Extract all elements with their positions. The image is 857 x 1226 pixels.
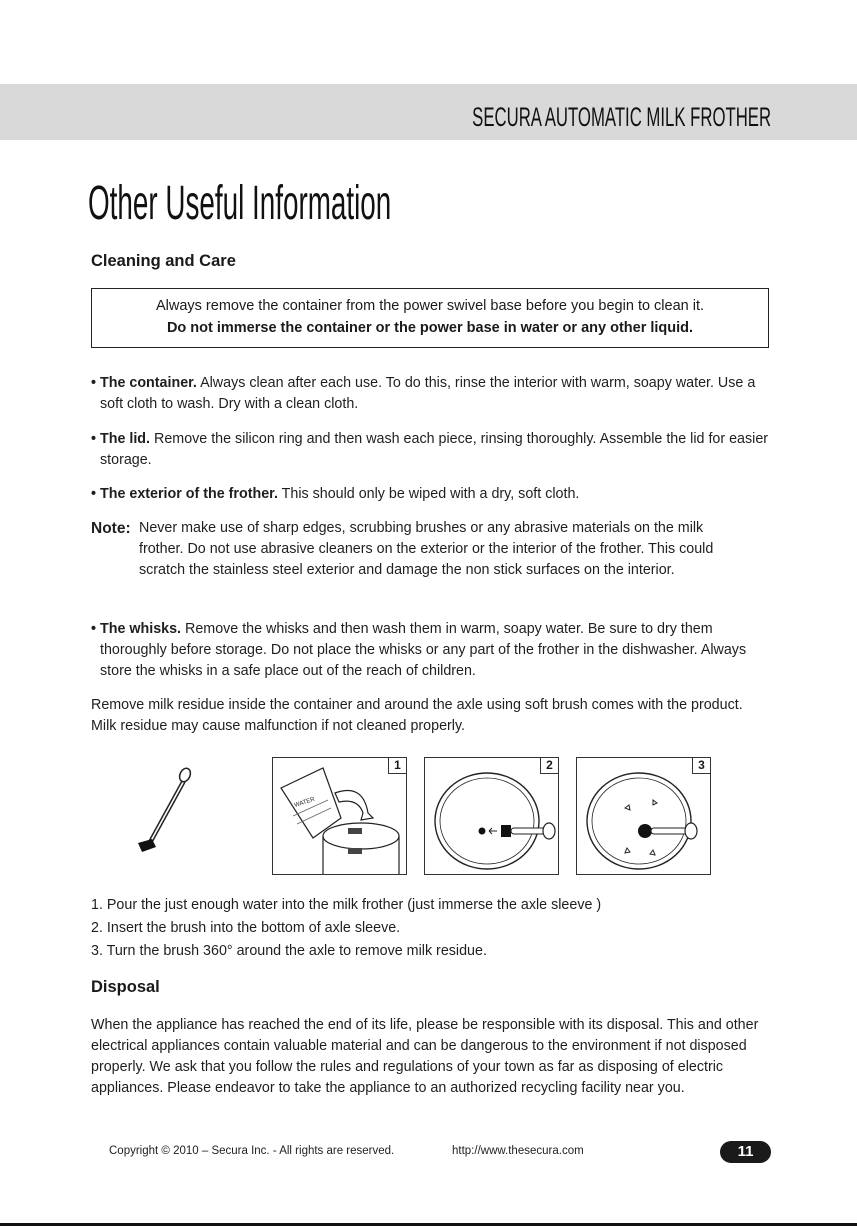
page-number-badge: 11: [720, 1141, 771, 1163]
step-item: 2. Insert the brush into the bottom of axle sleeve.: [91, 920, 401, 936]
whisks-care-item: [91, 619, 760, 682]
lid-care-item: [91, 429, 780, 471]
rotate-brush-illustration: [577, 758, 710, 874]
whisks-label: • The whisks.: [91, 621, 182, 637]
water-label: WATER: [293, 796, 316, 809]
pour-water-illustration: [273, 758, 406, 874]
exterior-text: This should only be wiped with a dry, soft cloth.: [277, 486, 580, 502]
footer-url-link[interactable]: http://www.thesecura.com: [452, 1145, 584, 1157]
figure-2-number: 2: [540, 758, 558, 774]
figure-3: [576, 757, 711, 875]
section-heading-disposal: Disposal: [91, 978, 160, 996]
warning-box: [91, 288, 769, 348]
note-text: Never make use of sharp edges, scrubbing brushes or any abrasive materials on the milk frother. Do not use abrasive cleaners on the exterior or the interior of the frother. This could scratch the stainless steel exterior and damage the non stick surfaces on the interior.: [139, 520, 714, 578]
figure-1-number: 1: [388, 758, 406, 774]
residue-paragraph: Remove milk residue inside the container and around the axle using soft brush comes with the product. Milk residue may cause malfunction if not cleaned properly.: [91, 697, 743, 734]
note-block: [91, 518, 771, 581]
container-text: Always clean after each use. To do this, rinse the interior with warm, soapy water. Use a soft cloth to wash. Dry with a clean cloth.: [100, 375, 756, 412]
warning-line-2: Do not immerse the container or the power base in water or any other liquid.: [166, 320, 694, 336]
exterior-care-item: [91, 484, 780, 505]
steps-list: [91, 894, 601, 963]
lid-label: • The lid.: [91, 431, 151, 447]
figure-2: [424, 757, 559, 875]
disposal-paragraph: When the appliance has reached the end of its life, please be responsible with its disposal. This and other electrical appliances contain valuable material and can be dangerous to the environment if not disposed properly. We ask that you follow the rules and regulations of your town as far as disposing of electric appliances. Please endeavor to take the appliance to an authorized recycling facility near you.: [91, 1017, 759, 1096]
figure-1: [272, 757, 407, 875]
page-title: Other Useful Information: [88, 177, 392, 230]
section-heading-cleaning: Cleaning and Care: [91, 252, 236, 270]
insert-brush-illustration: [425, 758, 558, 874]
brand-title: SECURA AUTOMATIC MILK FROTHER: [472, 102, 771, 132]
brush-illustration: [130, 765, 200, 855]
footer-copyright: Copyright © 2010 – Secura Inc. - All rights are reserved.: [109, 1145, 395, 1157]
figure-3-number: 3: [692, 758, 710, 774]
container-care-item: [91, 373, 760, 415]
whisks-text: Remove the whisks and then wash them in warm, soapy water. Be sure to dry them thoroughly before storage. Do not place the whisks or any part of the frother in the dishwasher. Always store the whisks in a safe place out of the reach of children.: [100, 621, 747, 679]
step-item: 1. Pour the just enough water into the milk frother (just immerse the axle sleeve ): [91, 897, 602, 913]
exterior-label: • The exterior of the frother.: [91, 486, 278, 502]
lid-text: Remove the silicon ring and then wash each piece, rinsing thoroughly. Assemble the lid for easier storage.: [100, 431, 769, 468]
note-label: Note:: [91, 520, 131, 537]
step-item: 3. Turn the brush 360° around the axle to remove milk residue.: [91, 943, 487, 959]
warning-line-1: Always remove the container from the power swivel base before you begin to clean it.: [155, 298, 705, 314]
container-label: • The container.: [91, 375, 197, 391]
